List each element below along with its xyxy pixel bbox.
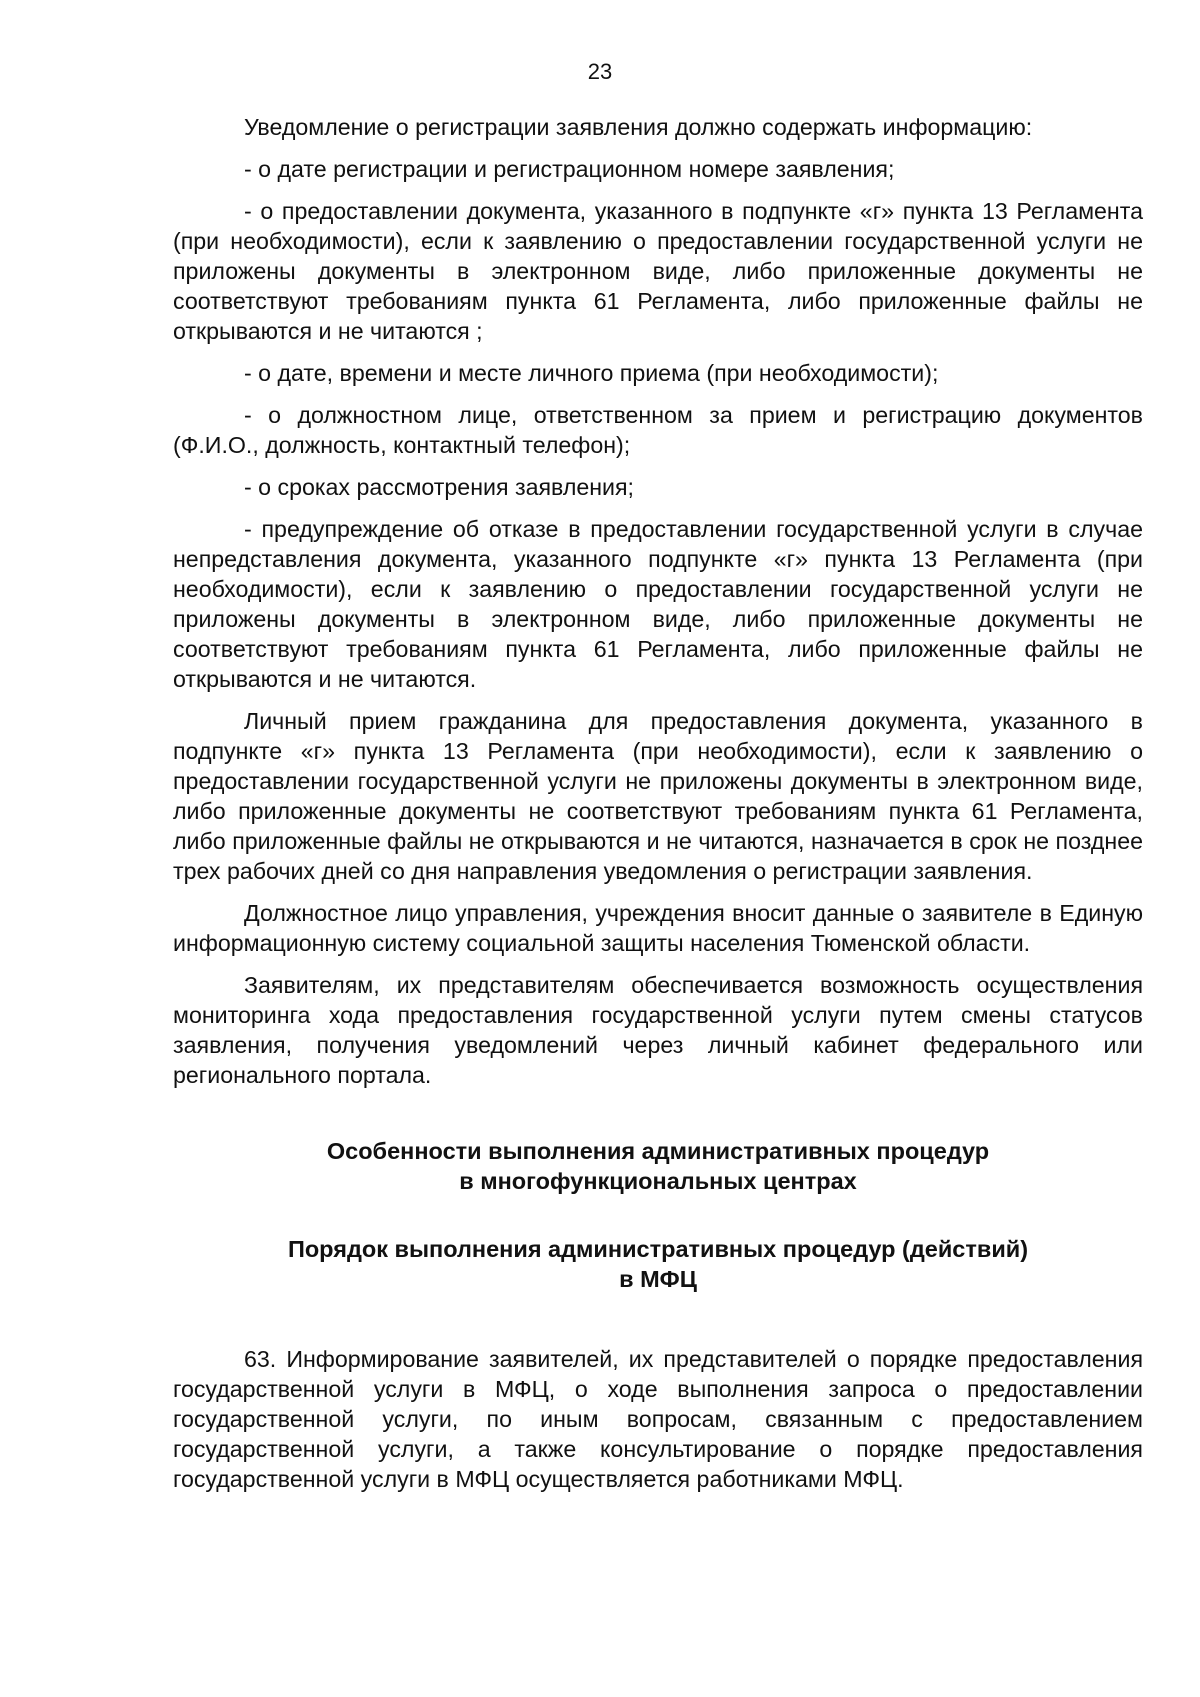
- paragraph-63: 63. Информирование заявителей, их представителей о порядке предоставления государственной услуги в МФЦ, о ходе выполнения запроса о предоставлении государственной услуги, по иным вопросам, связанным с предоставлением государственной услуги, а также консультирование о порядке предоставления государственной услуги в МФЦ осуществляется работниками МФЦ.: [173, 1346, 1143, 1492]
- paragraph: Уведомление о регистрации заявления должно содержать информацию:: [244, 114, 1033, 140]
- paragraph: - о сроках рассмотрения заявления;: [244, 474, 634, 500]
- subsection-heading: [173, 1234, 1143, 1294]
- subsection-heading-line: Порядок выполнения административных процедур (действий): [287, 1236, 1029, 1262]
- paragraph: - о дате регистрации и регистрационном номере заявления;: [244, 156, 895, 182]
- section-heading-line: в многофункциональных центрах: [459, 1168, 857, 1194]
- paragraph: - предупреждение об отказе в предоставлении государственной услуги в случае непредставления документа, указанного подпункте «г» пункта 13 Регламента (при необходимости), если к заявлению о предоставлении государственной услуги не приложены документы в электронном виде, либо приложенные документы не соответствуют требованиям пункта 61 Регламента, либо приложенные файлы не открываются и не читаются.: [173, 516, 1143, 692]
- paragraph: - о должностном лице, ответственном за прием и регистрацию документов (Ф.И.О., должность, контактный телефон);: [173, 402, 1143, 458]
- paragraph: - о дате, времени и месте личного приема (при необходимости);: [244, 360, 939, 386]
- paragraph: Должностное лицо управления, учреждения вносит данные о заявителе в Единую информационную систему социальной защиты населения Тюменской области.: [173, 900, 1143, 956]
- page-number: 23: [587, 59, 613, 84]
- paragraph: - о предоставлении документа, указанного в подпункте «г» пункта 13 Регламента (при необходимости), если к заявлению о предоставлении государственной услуги не приложены документы в электронном виде, либо приложенные документы не соответствуют требованиям пункта 61 Регламента, либо приложенные файлы не открываются и не читаются ;: [173, 198, 1143, 344]
- paragraph: Личный прием гражданина для предоставления документа, указанного в подпункте «г» пункта 13 Регламента (при необходимости), если к заявлению о предоставлении государственной услуги не приложены документы в электронном виде, либо приложенные документы не соответствуют требованиям пункта 61 Регламента, либо приложенные файлы не открываются и не читаются, назначается в срок не позднее трех рабочих дней со дня направления уведомления о регистрации заявления.: [173, 708, 1143, 884]
- section-heading-line: Особенности выполнения административных процедур: [326, 1138, 990, 1164]
- paragraph: Заявителям, их представителям обеспечивается возможность осуществления мониторинга хода предоставления государственной услуги путем смены статусов заявления, получения уведомлений через личный кабинет федерального или регионального портала.: [173, 972, 1143, 1088]
- subsection-heading-line: в МФЦ: [619, 1266, 697, 1292]
- section-heading: [173, 1136, 1143, 1196]
- document-body: [173, 112, 1143, 1506]
